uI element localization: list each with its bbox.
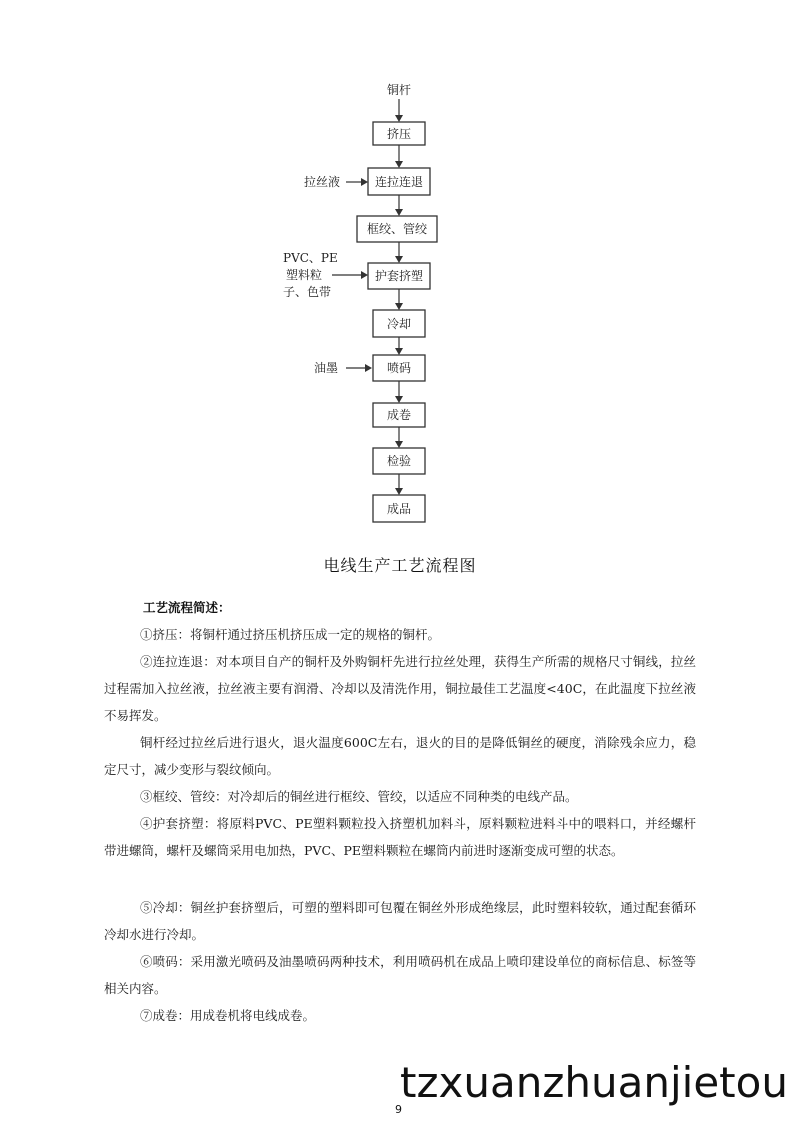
- flow-step-label: 成卷: [386, 408, 412, 422]
- paragraph-annealing: 铜杆经过拉丝后进行退火，退火温度600C左右，退火的目的是降低铜丝的硬度，消除残余应力，稳定尺寸，减少变形与裂纹倾向。: [104, 735, 696, 777]
- section-title: 工艺流程简述：: [143, 600, 231, 615]
- flow-step-label: 检验: [386, 454, 412, 468]
- watermark-text: tzxuanzhuanjietou: [400, 1058, 788, 1107]
- flow-step-label: 冷却: [386, 317, 412, 331]
- flow-input-plastic-line3: 子、色带: [283, 285, 332, 299]
- flow-step-sheath-extrusion: [368, 263, 430, 289]
- flow-step-label: 框绞、管绞: [366, 222, 428, 236]
- flow-step-inspection: [373, 448, 425, 474]
- flow-input-arrows: [332, 178, 372, 372]
- flow-step-coiling: [373, 403, 425, 427]
- process-flowchart: [0, 0, 800, 540]
- flow-step-finished-product: [373, 495, 425, 522]
- paragraph-coiling: ⑦成卷：用成卷机将电线成卷。: [140, 1008, 316, 1023]
- flow-input-plastic-line1: PVC、PE: [283, 251, 338, 265]
- paragraph-cooling: ⑤冷却：铜丝护套挤塑后，可塑的塑料即可包覆在铜丝外形成绝缘层，此时塑料较软，通过配套循环冷却水进行冷却。: [104, 900, 696, 942]
- flow-step-coding: [373, 355, 425, 381]
- flow-step-extrusion: [373, 122, 425, 145]
- flow-step-stranding: [357, 216, 437, 242]
- flow-arrows: [395, 99, 403, 495]
- flow-step-continuous-drawing-annealing: [368, 168, 430, 195]
- page-number: 9: [395, 1103, 402, 1116]
- paragraph-stranding: ③框绞、管绞：对冷却后的铜丝进行框绞、管绞，以适应不同种类的电线产品。: [140, 789, 578, 804]
- flow-step-label: 连拉连退: [374, 175, 424, 189]
- flow-step-label: 挤压: [386, 127, 412, 141]
- flow-step-cooling: [373, 310, 425, 337]
- flow-step-label: 喷码: [386, 361, 412, 375]
- paragraph-extrusion: ①挤压：将铜杆通过挤压机挤压成一定的规格的铜杆。: [140, 627, 441, 642]
- paragraph-sheath-extrusion: ④护套挤塑：将原料PVC、PE塑料颗粒投入挤塑机加料斗，原料颗粒进料斗中的喂料口，并经螺杆带进螺筒，螺杆及螺筒采用电加热，PVC、PE塑料颗粒在螺筒内前进时逐渐变成可塑的状态。: [104, 816, 696, 858]
- flow-top-label: 铜杆: [386, 83, 412, 97]
- paragraph-coding: ⑥喷码：采用激光喷码及油墨喷码两种技术，利用喷码机在成品上喷印建设单位的商标信息、标签等相关内容。: [104, 954, 696, 996]
- flow-step-label: 护套挤塑: [374, 269, 424, 283]
- flow-input-plastic-line2: 塑料粒: [286, 268, 323, 282]
- figure-caption: 电线生产工艺流程图: [323, 556, 477, 575]
- flow-input-drawing-fluid: 拉丝液: [304, 175, 341, 189]
- paragraph-drawing: ②连拉连退：对本项目自产的铜杆及外购铜杆先进行拉丝处理，获得生产所需的规格尺寸铜线，拉丝过程需加入拉丝液，拉丝液主要有润滑、冷却以及清洗作用，铜拉最佳工艺温度<40C，在此温度下拉丝液不易挥发。: [104, 654, 696, 723]
- flow-input-ink: 油墨: [314, 361, 339, 375]
- flow-step-label: 成品: [386, 502, 412, 516]
